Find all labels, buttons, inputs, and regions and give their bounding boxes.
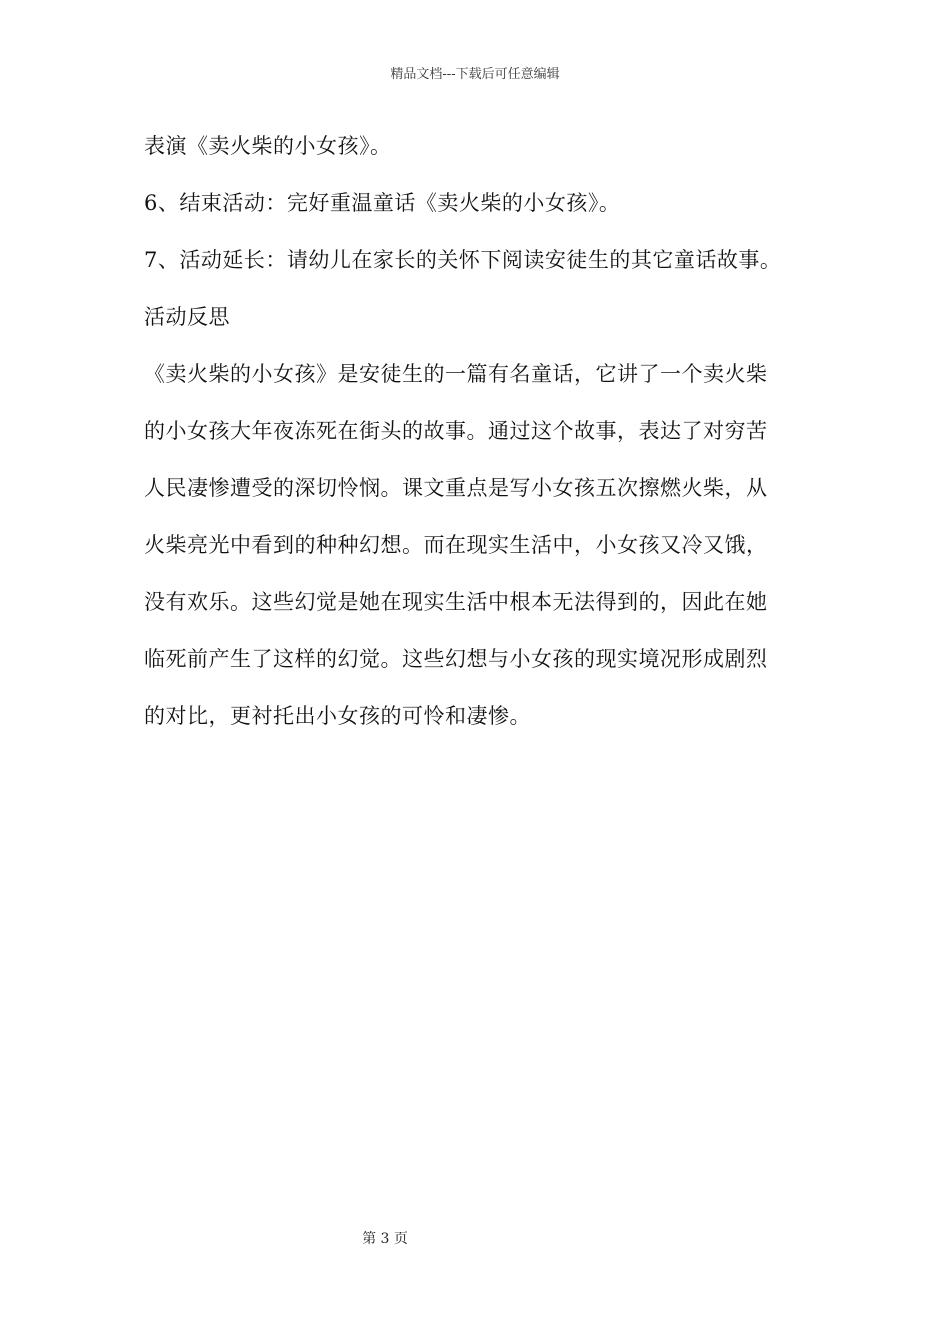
paragraph-line: 《卖火柴的小女孩》是安徒生的一篇有名童话，它讲了一个卖火柴	[144, 362, 768, 386]
document-body	[144, 132, 814, 759]
text-line-step-6: 6、结束活动：完好重温童话《卖火柴的小女孩》。	[144, 191, 621, 215]
text-line-performance: 表演《卖火柴的小女孩》。	[144, 134, 392, 158]
paragraph-line: 的对比，更衬托出小女孩的可怜和凄惨。	[144, 704, 531, 728]
paragraph-line: 人民凄惨遭受的深切怜悯。课文重点是写小女孩五次擦燃火柴，从	[144, 476, 768, 500]
section-heading-reflection: 活动反思	[144, 305, 230, 329]
page-header: 精品文档---下载后可任意编辑	[390, 67, 560, 82]
text-line-step-7: 7、活动延长：请幼儿在家长的关怀下阅读安徒生的其它童话故事。	[144, 248, 782, 272]
paragraph-line: 没有欢乐。这些幻觉是她在现实生活中根本无法得到的，因此在她	[144, 590, 768, 614]
paragraph-line: 临死前产生了这样的幻觉。这些幻想与小女孩的现实境况形成剧烈	[144, 647, 768, 671]
paragraph-line: 的小女孩大年夜冻死在街头的故事。通过这个故事，表达了对穷苦	[144, 419, 768, 443]
reflection-paragraph	[144, 360, 814, 730]
page-number: 第 3 页	[362, 1231, 408, 1247]
paragraph-line: 火柴亮光中看到的种种幻想。而在现实生活中，小女孩又冷又饿，	[144, 533, 768, 557]
